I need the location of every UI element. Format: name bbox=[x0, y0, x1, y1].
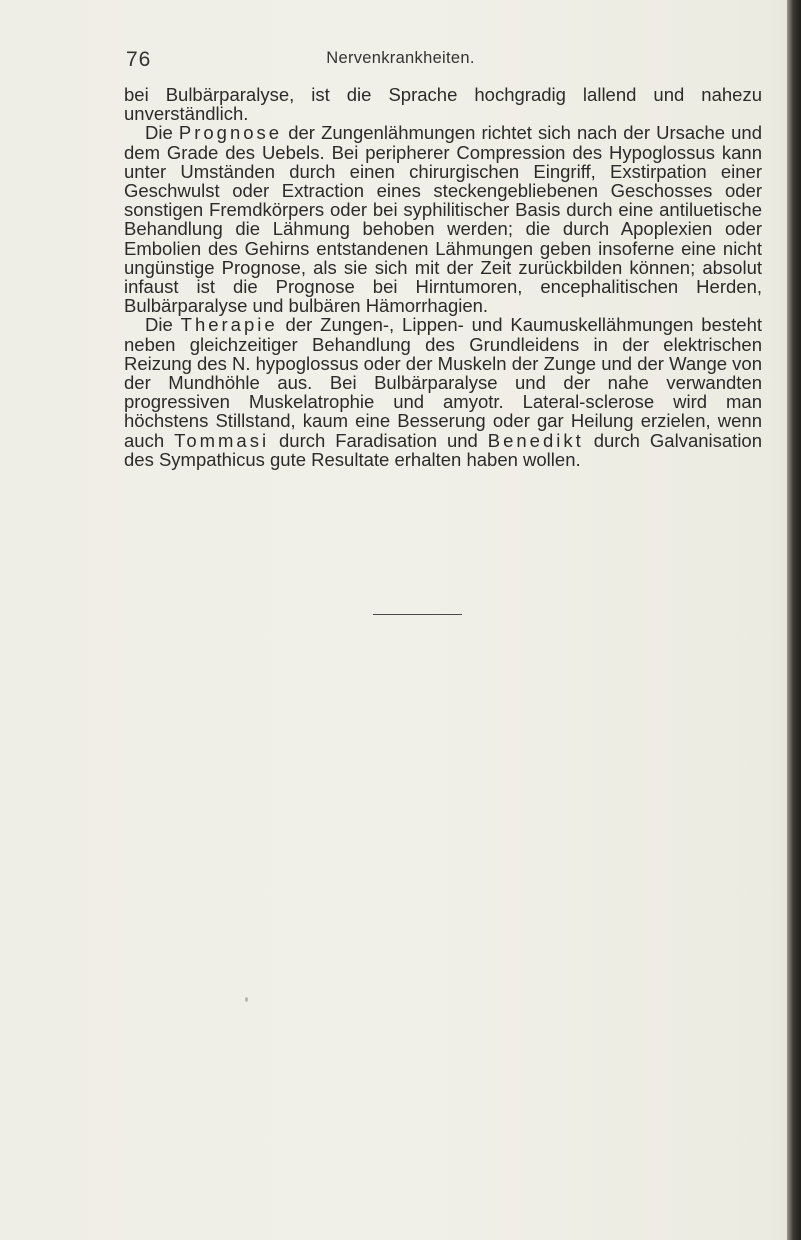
paragraph-therapie-text-2: durch Faradisation und bbox=[269, 429, 488, 451]
section-end-rule bbox=[373, 614, 462, 615]
page-number: 76 bbox=[126, 48, 152, 71]
author-name-tommasi: Tommasi bbox=[174, 429, 270, 451]
paragraph-prognose-text: der Zungenlähmungen richtet sich nach der Ursache und dem Grade des Uebels. Bei peripherer Compression des Hypoglossus kann unter Umständen durch einen chirurgischen Eingriff, Exstirpation einer Geschwulst oder Extraction eines steckengebliebenen Geschosses oder sonstigen Fremdkörpers oder bei syphilitischer Basis durch eine antiluetische Behandlung die Lähmung behoben werden; die durch Apoplexien oder Embolien des Gehirns entstandenen Lähmungen geben insoferne eine nicht ungünstige Prognose, als sie sich mit der Zeit zurückbilden können; absolut infaust ist die Prognose bei Hirntumoren, encephalitischen Herden, Bulbärparalyse und bulbären Hämorrhagien. bbox=[124, 122, 762, 317]
paragraph-therapie-text-1: der Zungen-, Lippen- und Kaumuskellähmungen besteht neben gleichzeitiger Behandlung des Grundleidens in der elektrischen Reizung des N. hypoglossus oder der Muskeln der Zunge und der Wange von der Mundhöhle aus. Bei Bulbärparalyse und der nahe verwandten progressiven Muskelatrophie und amyotr. Lateral-sclerose wird man höchstens Stillstand, kaum eine Besserung oder gar Heilung erzielen, wenn auch bbox=[124, 314, 762, 451]
paper-speck bbox=[245, 997, 248, 1002]
book-spine-edge bbox=[787, 0, 801, 1240]
page-header bbox=[0, 48, 801, 78]
paragraph-prognose bbox=[124, 123, 762, 315]
author-name-benedikt: Benedikt bbox=[487, 429, 584, 451]
paragraph-therapie-lead: Die bbox=[145, 314, 181, 336]
paragraph-therapie-text-3: durch Galvanisation des Sympathicus gute Resultate erhalten haben wollen. bbox=[124, 429, 763, 470]
running-title: Nervenkrankheiten. bbox=[326, 49, 475, 67]
term-prognose: Prognose bbox=[178, 122, 283, 144]
paragraph-therapie bbox=[124, 315, 762, 469]
body-text bbox=[124, 85, 762, 469]
paragraph-continuation: bei Bulbärparalyse, ist die Sprache hochgradig lallend und nahezu unverständlich. bbox=[124, 84, 762, 125]
term-therapie: Therapie bbox=[180, 314, 278, 336]
paragraph-prognose-lead: Die bbox=[145, 122, 179, 144]
